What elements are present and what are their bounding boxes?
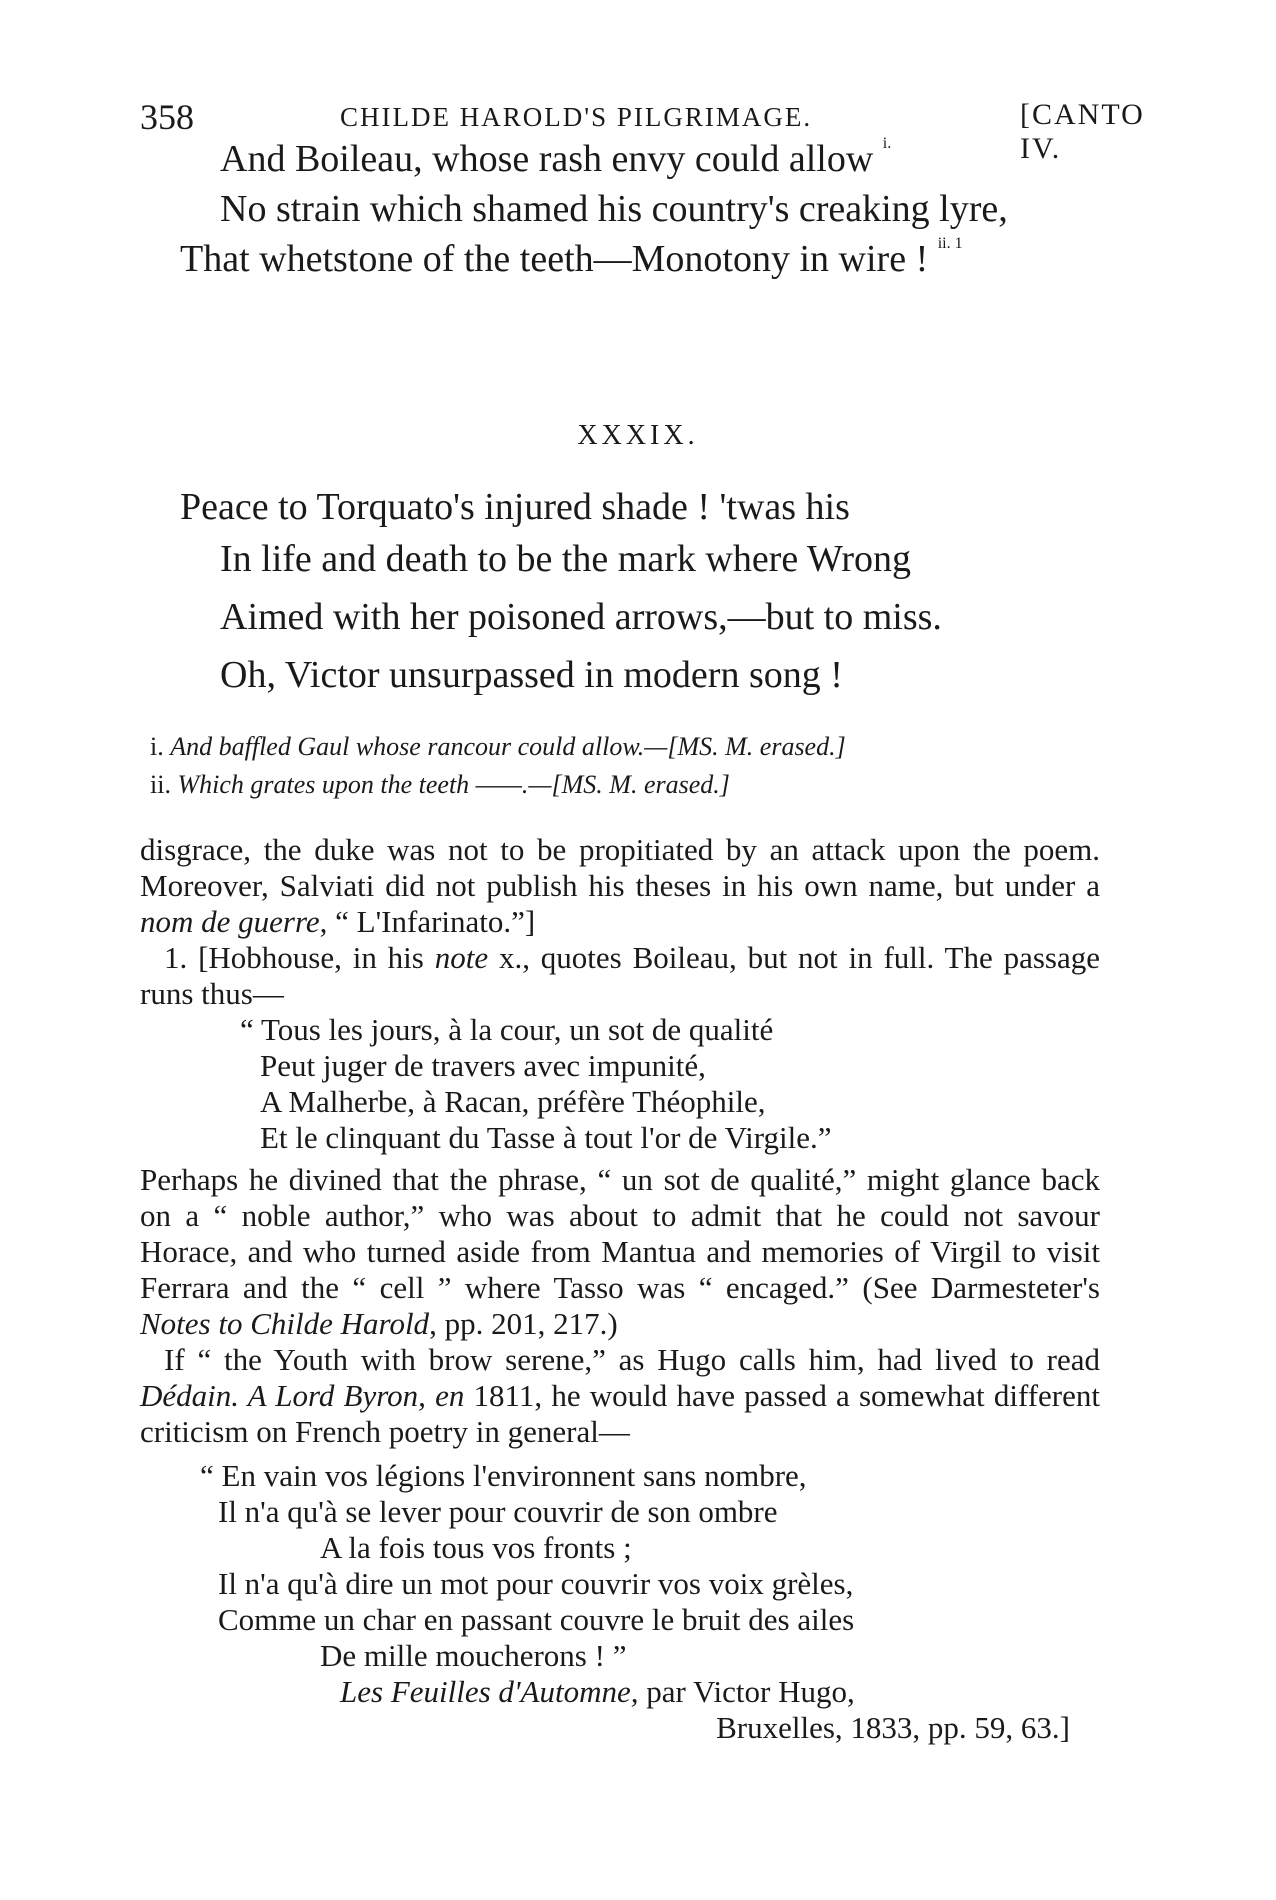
verse-line: Peace to Torquato's injured shade ! 'twas his xyxy=(180,486,850,528)
verse-line: And Boileau, whose rash envy could allow $^{i.}$ xyxy=(220,135,892,180)
verse-line: No strain which shamed his country's creaking lyre, xyxy=(220,188,1008,230)
note-paragraph: disgrace, the duke was not to be propitiated by an attack upon the poem. Moreover, Salviati did not publish his theses in his own name, but under a nom de guerre, “ L'Infarinato.”] xyxy=(140,832,1100,939)
note-paragraph: Perhaps he divined that the phrase, “ un sot de qualité,” might glance back on a “ noble author,” who was about to admit that he could not savour Horace, and who turned aside from Mantua and memories of Virgil to visit Ferrara and the “ cell ” where Tasso was “ encaged.” (See Darmesteter's Notes to Childe Harold, pp. 201, 217.) xyxy=(140,1162,1100,1341)
verse-line: That whetstone of the teeth—Monotony in wire ! $^{ii. 1}$ xyxy=(180,235,963,280)
variant-note: ii. Which grates upon the teeth ——.—[MS. M. erased.] xyxy=(150,770,730,799)
citation: Bruxelles, 1833, pp. 59, 63.] xyxy=(716,1710,1070,1745)
verse-line: Oh, Victor unsurpassed in modern song ! xyxy=(220,654,843,696)
citation: Les Feuilles d'Automne, par Victor Hugo, xyxy=(340,1674,855,1709)
verse-line: Aimed with her poisoned arrows,—but to miss. xyxy=(220,596,942,638)
stanza-number: XXXIX. xyxy=(577,420,699,451)
variant-note: i. And baffled Gaul whose rancour could allow.—[MS. M. erased.] xyxy=(150,732,846,761)
hugo-quote: “ En vain vos légions l'environnent sans nombre, Il n'a qu'à se lever pour couvrir de son ombre A la fois tous vos fronts ; Il n'a qu'à dire un mot pour couvrir vos voix grèles, Comme un char en passant couvre le bruit des ailes De mille moucherons ! ” Les Feuilles d'Automne, par Victor Hugo, Bruxelles, 1833, pp. 59, 63.] xyxy=(200,1458,1100,1746)
boileau-quote: “ Tous les jours, à la cour, un sot de qualité Peut juger de travers avec impunité, A Malherbe, à Racan, préfère Théophile, Et le clinquant du Tasse à tout l'or de Virgile.” xyxy=(240,1012,832,1155)
footnotes xyxy=(140,832,1100,1746)
canto-label: [CANTO IV. xyxy=(1020,98,1145,165)
note-paragraph: 1. [Hobhouse, in his note x., quotes Boileau, but not in full. The passage runs thus— xyxy=(140,940,1100,1011)
verse-line: In life and death to be the mark where Wrong xyxy=(220,538,912,580)
running-title: CHILDE HAROLD'S PILGRIMAGE. xyxy=(340,102,813,132)
page-number: 358 xyxy=(140,97,194,137)
note-paragraph: If “ the Youth with brow serene,” as Hugo calls him, had lived to read Dédain. A Lord Byron, en 1811, he would have passed a somewhat different criticism on French poetry in general— xyxy=(140,1342,1100,1449)
